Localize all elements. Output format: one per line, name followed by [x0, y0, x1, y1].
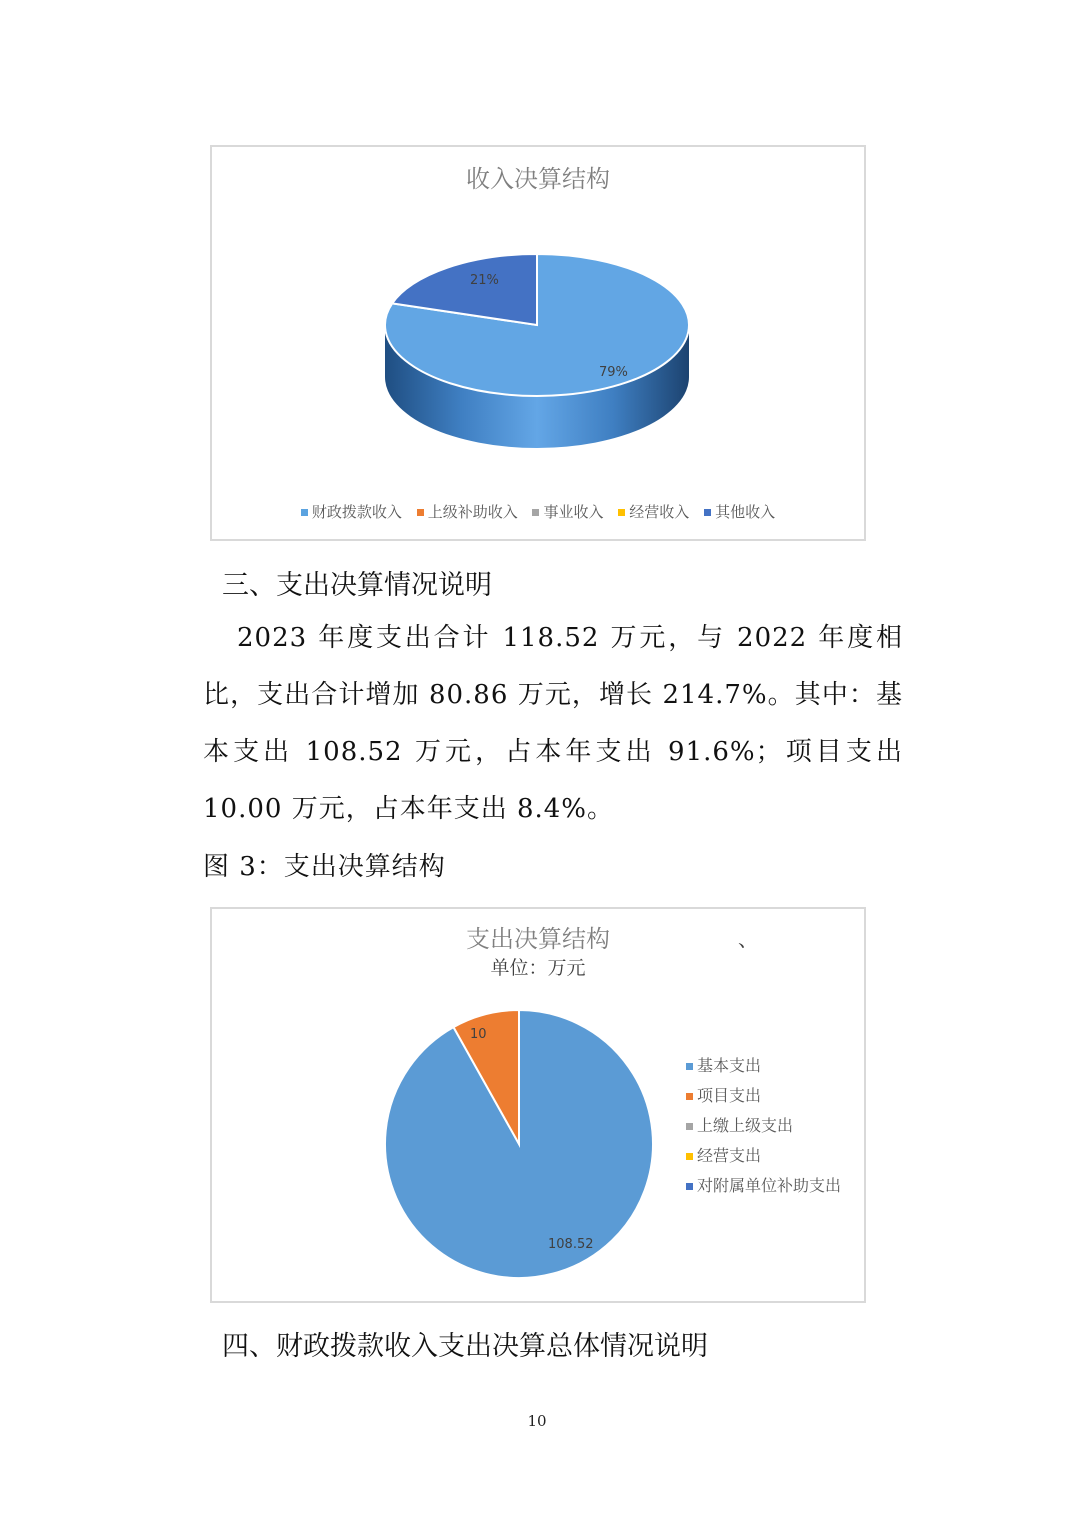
legend-label: 上缴上级支出: [697, 1116, 794, 1135]
legend-item-operating: [686, 1143, 841, 1166]
legend-item-fiscal: [301, 501, 402, 522]
legend-label: 项目支出: [697, 1086, 762, 1105]
stray-mark: 、: [738, 927, 758, 951]
legend-item-operating: [618, 501, 689, 522]
legend-item-superior: [417, 501, 518, 522]
income-pie-svg: [212, 147, 864, 487]
legend-swatch: [686, 1063, 693, 1070]
legend-label: 经营支出: [697, 1146, 762, 1165]
legend-swatch: [704, 509, 711, 516]
income-label-fiscal: 79%: [599, 365, 628, 380]
legend-label: 其他收入: [715, 503, 776, 521]
legend-label: 基本支出: [697, 1056, 762, 1075]
income-chart-title: 收入决算结构: [466, 165, 610, 193]
legend-item-business: [532, 501, 603, 522]
legend-label: 上级补助收入: [427, 503, 518, 521]
legend-swatch: [686, 1153, 693, 1160]
section4-heading: 四、财政拨款收入支出决算总体情况说明: [222, 1331, 708, 1362]
legend-item-project: [686, 1083, 841, 1106]
expense-legend: [686, 1053, 841, 1203]
legend-item-basic: [686, 1053, 841, 1076]
page-number: 10: [527, 1412, 547, 1430]
income-label-other: 21%: [470, 273, 499, 288]
legend-swatch: [618, 509, 625, 516]
legend-swatch: [301, 509, 308, 516]
legend-item-subsidy: [686, 1173, 841, 1196]
income-legend: [212, 501, 864, 522]
legend-label: 经营收入: [629, 503, 690, 521]
expense-pie-svg: [212, 909, 682, 1301]
legend-label: 事业收入: [543, 503, 604, 521]
expense-chart: [210, 907, 866, 1303]
legend-swatch: [532, 509, 539, 516]
legend-swatch: [686, 1123, 693, 1130]
legend-label: 对附属单位补助支出: [697, 1176, 842, 1195]
income-chart: [210, 145, 866, 541]
expense-chart-subtitle: 单位：万元: [490, 957, 586, 979]
legend-swatch: [686, 1183, 693, 1190]
legend-swatch: [686, 1093, 693, 1100]
expense-label-project: 10: [470, 1027, 487, 1042]
legend-item-other: [704, 501, 775, 522]
legend-label: 财政拨款收入: [311, 503, 402, 521]
legend-swatch: [417, 509, 424, 516]
section3-paragraph: 2023 年度支出合计 118.52 万元，与 2022 年度相比，支出合计增加 80.86 万元，增长 214.7%。其中：基本支出 108.52 万元，占本年支出 91.6%；项目支出 10.00 万元，占本年支出 8.4%。: [203, 623, 903, 824]
expense-chart-title: 支出决算结构: [466, 925, 610, 953]
legend-item-remit: [686, 1113, 841, 1136]
section3-heading: 三、支出决算情况说明: [222, 570, 492, 601]
figure-caption: 图 3：支出决算结构: [203, 852, 446, 882]
expense-label-basic: 108.52: [548, 1237, 594, 1252]
